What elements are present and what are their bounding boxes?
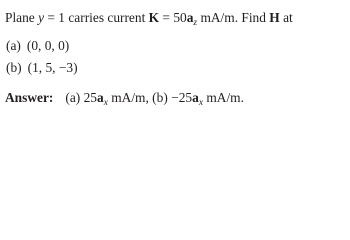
answer-b-subscript: x <box>198 98 204 108</box>
problem-statement <box>5 10 293 28</box>
answer-b-units: mA/m. <box>203 90 244 105</box>
problem-equation-1: = 1 carries current <box>44 10 149 25</box>
answer-label: Answer: <box>5 90 54 105</box>
answer-b-vector: a <box>192 90 199 105</box>
part-a-label: (a) <box>6 38 21 53</box>
part-a-value: (0, 0, 0) <box>26 38 70 53</box>
problem-prefix: Plane <box>5 10 39 25</box>
answer-b-label: (b) <box>152 90 168 105</box>
answer-b-coef: −25 <box>171 90 193 105</box>
unit-vector-a: a <box>186 10 194 25</box>
part-b-value: (1, 5, −3) <box>27 60 78 75</box>
unit-vector-subscript: z <box>193 18 198 28</box>
part-b <box>6 60 78 76</box>
answer-a-label: (a) <box>65 90 81 105</box>
answer-line <box>5 90 244 108</box>
variable-y: y <box>38 10 45 25</box>
answer-a-vector: a <box>96 90 104 105</box>
problem-suffix: at <box>279 10 293 25</box>
problem-equation-2: = 50 <box>159 10 187 25</box>
answer-a-subscript: x <box>103 98 108 108</box>
part-a <box>6 38 69 54</box>
answer-a-units: mA/m, <box>107 90 153 105</box>
answer-a-coef: 25 <box>83 90 97 105</box>
problem-card <box>0 0 350 112</box>
variable-k: K <box>148 10 160 25</box>
part-b-label: (b) <box>6 60 22 75</box>
problem-units: mA/m. Find <box>197 10 270 25</box>
variable-h: H <box>269 10 280 25</box>
